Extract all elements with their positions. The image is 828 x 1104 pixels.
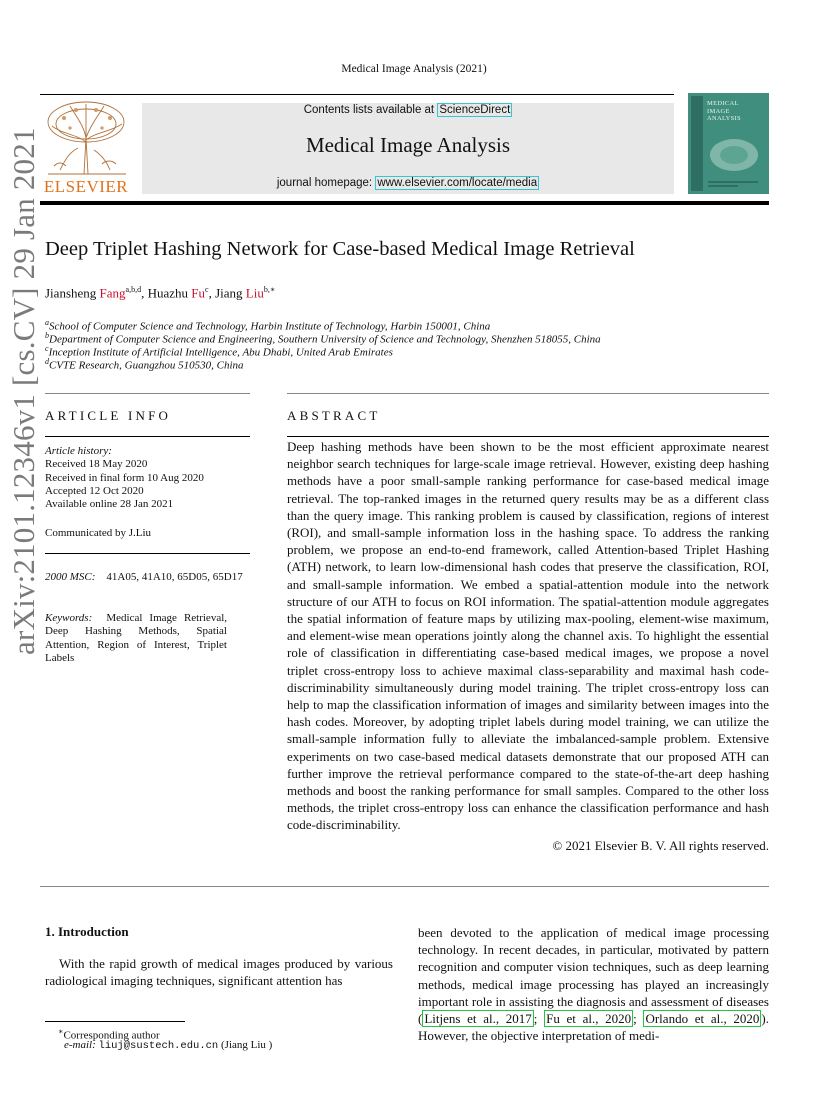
elsevier-logo	[40, 98, 132, 194]
email-label: e-mail:	[64, 1039, 99, 1051]
abstract-rule	[287, 436, 769, 437]
article-info-rule-2	[45, 553, 250, 554]
communicated-by: Communicated by J.Liu	[45, 527, 152, 539]
contents-line	[142, 104, 674, 116]
author-first: Jiang	[215, 285, 246, 301]
history-item: Available online 28 Jan 2021	[45, 498, 174, 511]
citation-separator: ;	[533, 1011, 545, 1027]
homepage-link[interactable]: www.elsevier.com/locate/media	[377, 177, 538, 189]
citation-separator: ;	[633, 1011, 644, 1027]
front-matter-bottom-rule	[40, 886, 769, 887]
history-item: Received in final form 10 Aug 2020	[45, 471, 204, 484]
author-affil-marks: a,b,d	[125, 285, 142, 294]
affiliation-mark: c	[45, 344, 49, 353]
history-item: Accepted 12 Oct 2020	[45, 484, 144, 497]
email-link[interactable]: liuj@sustech.edu.cn	[98, 1040, 219, 1052]
contents-prefix: Contents lists available at	[303, 104, 438, 116]
history-label: Article history:	[45, 445, 112, 457]
paper-title: Deep Triplet Hashing Network for Case-based Medical Image Retrieval	[45, 238, 635, 260]
affiliation-mark: b	[45, 331, 49, 340]
abstract-heading: ABSTRACT	[287, 408, 381, 423]
author-name-link[interactable]: Fang	[99, 285, 126, 301]
footnote-rule	[45, 1021, 185, 1022]
cover-line: IMAGE	[707, 107, 730, 115]
running-header: Medical Image Analysis (2021)	[341, 63, 487, 75]
affiliation-text: School of Computer Science and Technology, Harbin Institute of Technology, Harbin 150001, China	[49, 320, 491, 333]
cover-art-icon	[688, 93, 769, 194]
affiliation-mark: a	[45, 318, 49, 327]
footnote-text: Corresponding author	[63, 1029, 160, 1042]
intro-right-paragraph	[418, 924, 769, 1044]
keywords-block	[45, 612, 227, 665]
copyright: © 2021 Elsevier B. V. All rights reserved.	[552, 838, 769, 853]
affiliation-text: Department of Computer Science and Engineering, Southern University of Science and Technology, Shenzhen 518055, China	[49, 333, 601, 346]
history-item: Received 18 May 2020	[45, 458, 148, 471]
author-separator: ,	[208, 285, 216, 301]
sciencedirect-link[interactable]: ScienceDirect	[439, 104, 511, 116]
homepage-prefix: journal homepage:	[276, 177, 376, 189]
header-thick-rule	[40, 201, 769, 205]
article-info-top-rule	[45, 393, 250, 394]
journal-cover	[688, 93, 769, 194]
footnote-mark: ∗	[58, 1027, 64, 1036]
citation-link[interactable]: Fu et al., 2020	[546, 1011, 632, 1027]
author-affil-marks: b,∗	[263, 285, 276, 294]
citation-link[interactable]: Orlando et al., 2020	[645, 1011, 760, 1027]
cover-line: MEDICAL	[707, 100, 739, 107]
email-name: (Jiang Liu )	[218, 1039, 273, 1051]
msc-block	[45, 571, 252, 584]
elsevier-tree-icon	[40, 98, 132, 176]
author-separator: ,	[141, 285, 148, 301]
article-history	[45, 445, 250, 511]
msc-label: 2000 MSC:	[45, 571, 96, 583]
intro-text: been devoted to the application of medical image processing technology. In recent decades, in particular, motivated by pattern recognition and computer vision techniques, such as deep learning methods, medical image processing has played an increasingly important role in assisting the diagnosis and assessment of diseases (	[418, 925, 769, 1027]
affiliation-mark: d	[45, 357, 49, 366]
article-info-rule	[45, 436, 250, 437]
arxiv-stamp: arXiv:2101.12346v1 [cs.CV] 29 Jan 2021	[6, 127, 41, 655]
author-name-link[interactable]: Fu	[191, 285, 206, 301]
affiliation-text: Inception Institute of Artificial Intelligence, Abu Dhabi, United Arab Emirates	[48, 346, 393, 359]
msc-values: 41A05, 41A10, 65D05, 65D17	[106, 571, 243, 583]
affiliation	[45, 357, 244, 372]
journal-title: Medical Image Analysis	[305, 133, 511, 157]
abstract-text: Deep hashing methods have been shown to be the most efficient approximate nearest neighbor search techniques for large-scale image retrieval. However, existing deep hashing methods have a poor small-sample ranking performance for case-based medical image retrieval. The top-ranked images in the returned query results may be as a different class than the query image. This ranking problem is caused by classification, regions of interest (ROI), and small-sample information loss in the hashing space. To address the ranking problem, we propose an end-to-end framework, called Attention-based Triplet Hashing (ATH) network, to learn low-dimensional hash codes that preserve the classification, ROI, and small-sample information. We embed a spatial-attention module into the network structure of our ATH to focus on ROI information. The spatial-attention module aggregates the spatial information of feature maps by utilizing max-pooling, element-wise maximum, and element-wise mean operations jointly along the channel axis. To highlight the essential role of classification in differentiating case-based medical images, we propose a novel triplet cross-entropy loss to achieve maximal class-separability and maximal hash code-discriminability simultaneously during model training. The triplet cross-entropy loss can help to map the classification information of images and similarity between images into the hash codes. Moreover, by adopting triplet labels during model training, we can utilize the small-sample information fully to alleviate the imbalanced-sample problem. Extensive experiments on two case-based medical datasets demonstrate that our proposed ATH can further improve the retrieval performance compared to the state-of-the-art deep hashing methods and boost the ranking performance for small samples. Compared to the other loss methods, the triplet cross-entropy loss can enhance the classification performance and hash code-discriminability.	[287, 439, 769, 833]
intro-left-paragraph: With the rapid growth of medical images produced by various radiological imaging techniques, significant attention has	[45, 956, 393, 989]
footnote-email	[64, 1039, 272, 1053]
intro-text: ). However, the objective interpretation of medi-	[418, 1011, 769, 1044]
author-affil-marks: c	[205, 285, 209, 294]
article-info-heading: ARTICLE INFO	[45, 408, 172, 423]
abstract-top-rule	[287, 393, 769, 394]
elsevier-wordmark: ELSEVIER	[43, 177, 129, 196]
affiliation-text: CVTE Research, Guangzhou 510530, China	[49, 359, 244, 372]
author-first: Jiansheng	[45, 285, 100, 301]
keywords-values: Medical Image Retrieval, Deep Hashing Methods, Spatial Attention, Region of Interest, Triplet Labels	[45, 612, 228, 664]
citation-link[interactable]: Litjens et al., 2017	[424, 1011, 532, 1027]
section-heading-introduction: 1. Introduction	[45, 924, 129, 939]
author-list	[45, 285, 275, 301]
author-first: Huazhu	[147, 285, 192, 301]
header-rule	[40, 94, 674, 95]
cover-line: ANALYSIS	[707, 115, 741, 122]
author-name-link[interactable]: Liu	[245, 285, 264, 301]
keywords-label: Keywords:	[45, 612, 93, 624]
homepage-line	[142, 177, 674, 189]
